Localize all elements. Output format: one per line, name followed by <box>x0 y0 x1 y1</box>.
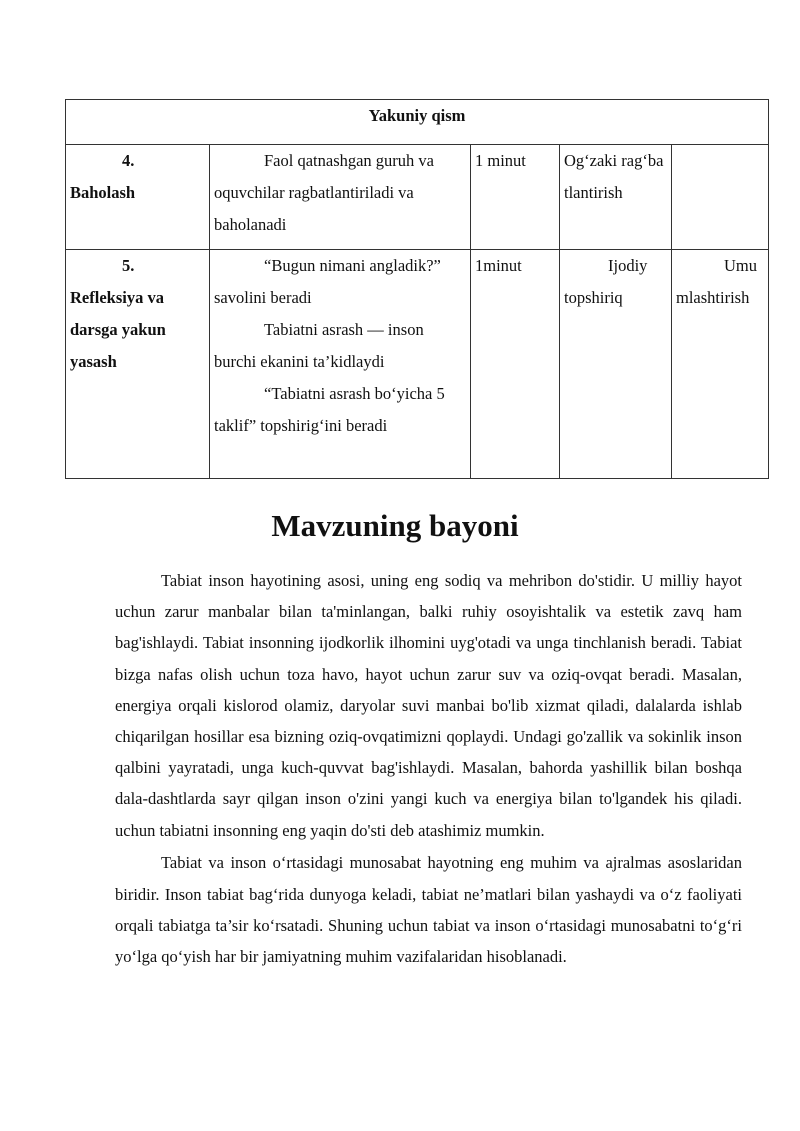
method-text: Ijodiy topshiriq <box>564 256 648 307</box>
stage-cell <box>66 250 210 479</box>
section-title: Mavzuning bayoni <box>271 508 519 543</box>
stage-cell <box>66 145 210 250</box>
form-cell <box>672 145 769 250</box>
stage-name: Refleksiya va darsga yakun yasash <box>70 288 166 371</box>
section-header: Yakuniy qism <box>66 100 769 145</box>
paragraph: Tabiat va inson o‘rtasidagi munosabat hayotning eng muhim va ajralmas asoslaridan biridir. Inson tabiat bag‘rida dunyoga keladi, tabiat ne’matlari bilan yashaydi va o‘z faoliyati orqali tabiatga ta’sir ko‘rsatadi. Shuning uchun tabiat va inson o‘rtasidagi munosabatni to‘g‘ri yo‘lga qo‘yish har bir jamiyatning muhim vazifalaridan hisoblanadi. <box>115 853 742 966</box>
method-text: Og‘zaki rag‘batlantirish <box>564 151 664 202</box>
form-cell <box>672 250 769 479</box>
method-cell <box>560 145 672 250</box>
time-cell: 1 minut <box>471 145 560 250</box>
activity-cell <box>210 250 471 479</box>
activity-text: “Tabiatni asrash bo‘yicha 5 taklif” topshirig‘ini beradi <box>214 384 445 435</box>
stage-name: Baholash <box>70 183 136 202</box>
table-header-row <box>66 100 769 145</box>
activity-text: “Bugun nimani angladik?” savolini beradi <box>214 256 441 307</box>
time-cell: 1minut <box>471 250 560 479</box>
lesson-plan-table <box>65 99 769 479</box>
stage-number: 5. <box>122 256 135 275</box>
method-cell <box>560 250 672 479</box>
activity-cell <box>210 145 471 250</box>
table-row <box>66 250 769 479</box>
body-text <box>115 565 742 974</box>
form-text: Umumlashtirish <box>676 256 757 307</box>
activity-text: Tabiatni asrash — inson burchi ekanini ta’kidlaydi <box>214 320 424 371</box>
paragraph: Tabiat inson hayotining asosi, uning eng sodiq va mehribon do'stidir. U milliy hayot uchun zarur manbalar bilan ta'minlangan, balki ruhiy osoyishtalik va estetik zavq ham bag'ishlaydi. Tabiat insonning ijodkorlik ilhomini uyg'otadi va unga tinchlanish beradi. Tabiat bizga nafas olish uchun toza havo, hayot uchun zarur suv va oziq-ovqat beradi. Masalan, energiya orqali kislorod olamiz, daryolar suvi manbai bo'lib xizmat qiladi, dalalarda ishlab chiqarilgan hosillar esa bizning oziq-ovqatimizni qoplaydi. Undagi go'zallik va sokinlik inson qalbini yayratadi, unga kuch-quvvat bag'ishlaydi. Masalan, bahorda yashillik bilan boshqa dala-dashtlarda sayr qilgan inson o'zini yangi kuch va energiya bilan to'lgandek his qiladi. uchun tabiatni insonning eng yaqin do'sti deb atashimiz mumkin. <box>115 571 742 840</box>
table-row <box>66 145 769 250</box>
stage-number: 4. <box>122 151 135 170</box>
activity-text: Faol qatnashgan guruh va oquvchilar ragbatlantiriladi va baholanadi <box>214 151 435 234</box>
